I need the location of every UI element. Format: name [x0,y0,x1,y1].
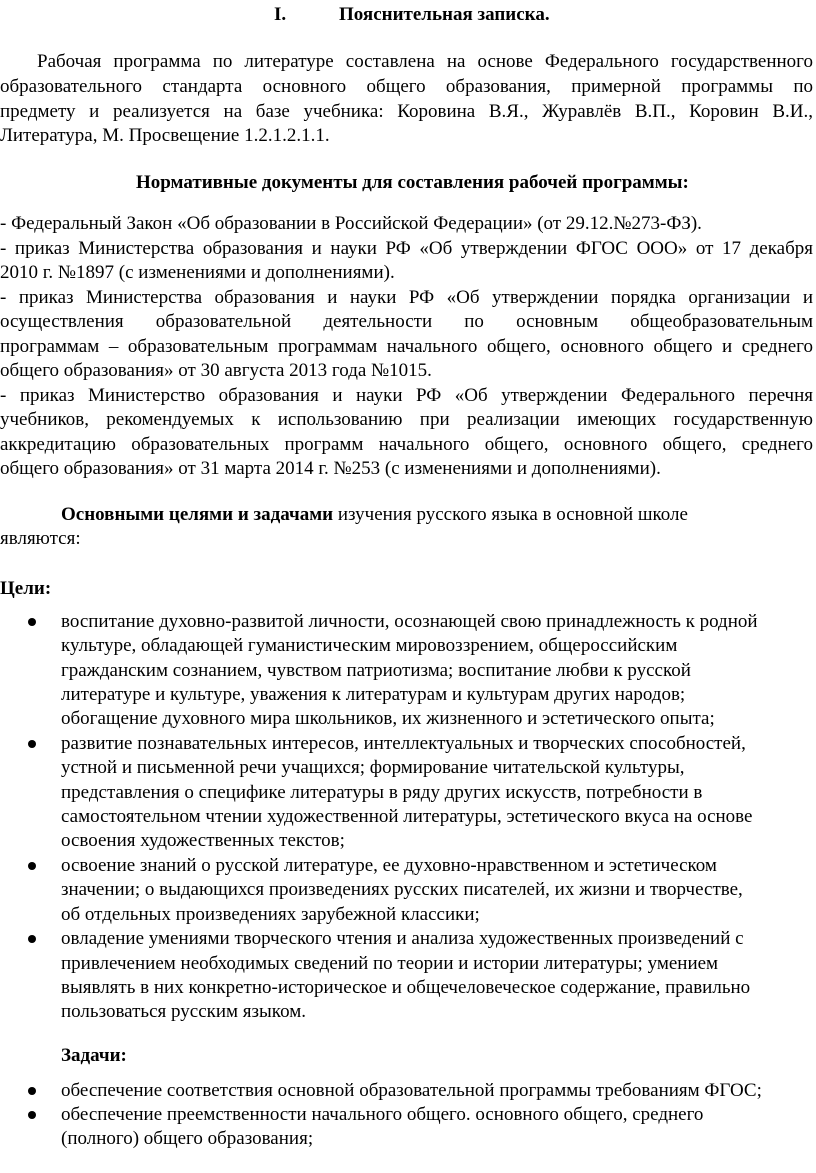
goal-line: об отдельных произведениях зарубежной классики; [61,904,480,925]
goal-line: гражданским сознанием, чувством патриотизма; воспитание любви к русской [61,660,691,681]
task-line: обеспечение соответствия основной образовательной программы требованиям ФГОС; [61,1080,762,1101]
normative-line: - приказ Министерство образования и науки РФ «Об утверждении Федерального перечня [0,385,813,406]
goal-line: воспитание духовно-развитой личности, осознающей свою принадлежность к родной [61,611,758,632]
bullet-icon [28,740,36,748]
goals-intro-line2: являются: [0,528,81,549]
normative-line: аккредитацию образовательных программ начального общего, основного общего, среднего [0,434,813,455]
intro-line: Литература, М. Просвещение 1.2.1.2.1.1. [0,125,330,146]
goal-line: литературе и культуре, уважения к литературам и культурам других народов; [61,684,686,705]
task-line: (полного) общего образования; [61,1128,314,1149]
normative-line: - Федеральный Закон «Об образовании в Российской Федерации» (от 29.12.№273-ФЗ). [0,213,702,234]
goal-line: пользоваться русским языком. [61,1001,306,1022]
goal-line: развитие познавательных интересов, интеллектуальных и творческих способностей, [61,733,746,754]
intro-line: образовательного стандарта основного общего образования, примерной программы по [0,76,813,97]
intro-line: Рабочая программа по литературе составлена на основе Федерального государственного [37,51,813,72]
goal-line: значении; о выдающихся произведениях русских писателей, их жизни и творчестве, [61,879,743,900]
normative-line: - приказ Министерства образования и науки РФ «Об утверждении ФГОС ООО» от 17 декабря [0,238,813,259]
section-number: I. [274,4,287,25]
bullet-icon [28,1111,36,1119]
goal-line: освоение знаний о русской литературе, ее духовно-нравственном и эстетическом [61,855,717,876]
goals-intro-rest: изучения русского языка в основной школе [333,504,688,525]
goal-line: овладение умениями творческого чтения и анализа художественных произведений с [61,928,744,949]
normative-line: общего образования» от 31 марта 2014 г. №253 (с изменениями и дополнениями). [0,458,661,479]
goal-line: освоения художественных текстов; [61,830,345,851]
task-line: обеспечение преемственности начального общего. основного общего, среднего [61,1104,704,1125]
tasks-heading: Задачи: [61,1045,127,1066]
goal-line: обогащение духовного мира школьников, их жизненного и эстетического опыта; [61,708,715,729]
normative-line: - приказ Министерства образования и науки РФ «Об утверждении порядка организации и [0,287,813,308]
normative-line: программам – образовательным программам начального общего, основного общего и среднего [0,336,813,357]
goals-intro [61,503,688,526]
goals-intro-bold: Основными целями и задачами [61,504,334,525]
bullet-icon [28,618,36,626]
goals-heading: Цели: [0,578,52,599]
goal-line: выявлять в них конкретно-историческое и общечеловеческое содержание, правильно [61,977,751,998]
normative-line: учебников, рекомендуемых к использованию при реализации имеющих государственную [0,409,813,430]
normative-line: общего образования» от 30 августа 2013 года №1015. [0,360,432,381]
goal-line: культуре, обладающей гуманистическим мировоззрением, общероссийским [61,635,678,656]
normative-heading: Нормативные документы для составления рабочей программы: [136,172,689,193]
intro-line: предмету и реализуется на базе учебника: Коровина В.Я., Журавлёв В.П., Коровин В.И., [0,101,813,122]
goal-line: самостоятельном чтении художественной литературы, эстетического вкуса на основе [61,806,753,827]
section-title: Пояснительная записка. [339,4,550,25]
bullet-icon [28,1087,36,1095]
goal-line: представления о специфике литературы в ряду других искусств, потребности в [61,782,703,803]
bullet-icon [28,935,36,943]
bullet-icon [28,862,36,870]
goal-line: привлечением необходимых сведений по теории и истории литературы; умением [61,953,719,974]
normative-line: осуществления образовательной деятельности по основным общеобразовательным [0,311,813,332]
normative-line: 2010 г. №1897 (с изменениями и дополнениями). [0,262,395,283]
goal-line: устной и письменной речи учащихся; формирование читательской культуры, [61,757,685,778]
